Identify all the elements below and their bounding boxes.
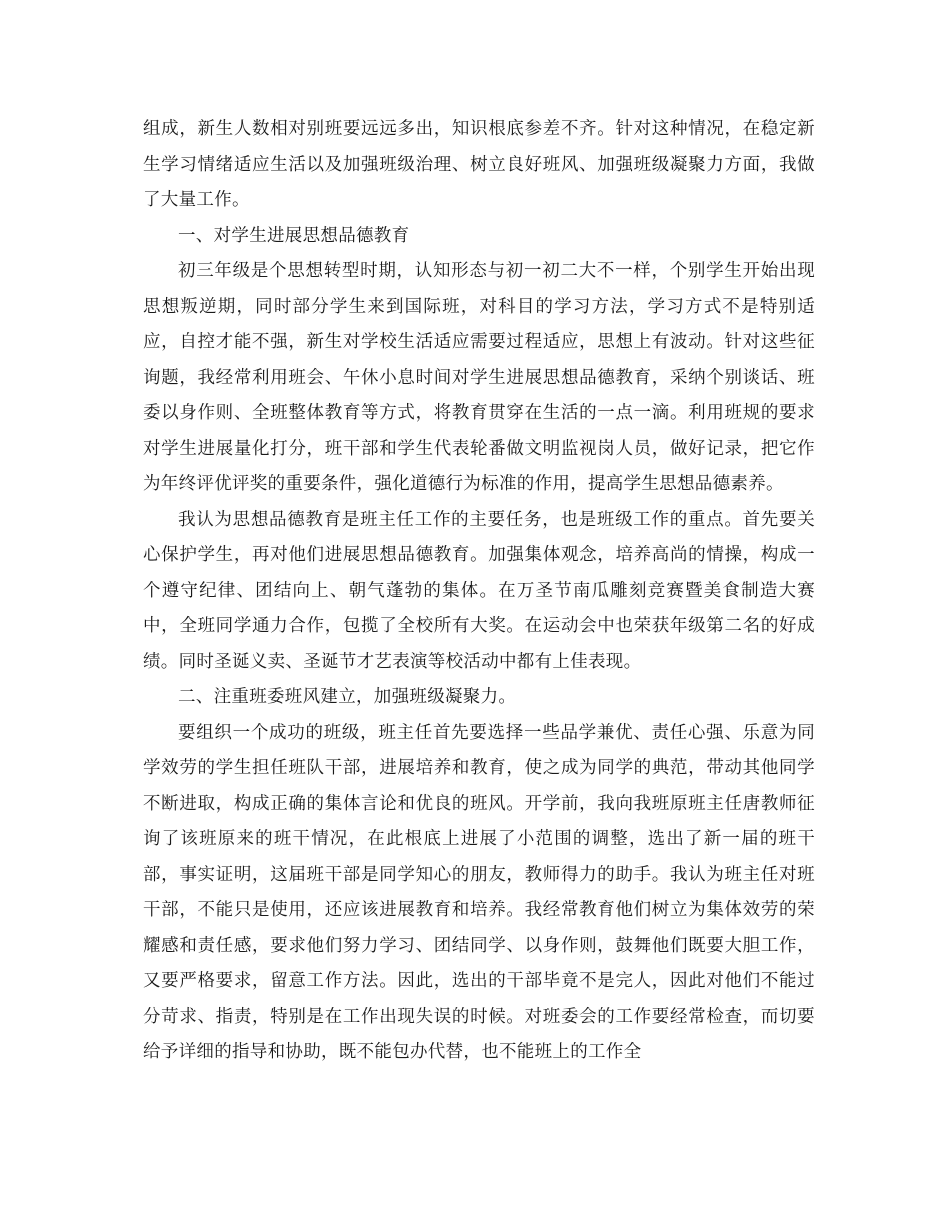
- paragraph-moral-education-task: 我认为思想品德教育是班主任工作的主要任务，也是班级工作的重点。首先要关心保护学生，再对他们进展思想品德教育。加强集体观念，培养高尚的情操，构成一个遵守纪律、团结向上、朝气蓬勃的集体。在万圣节南瓜雕刻竞赛暨美食制造大赛中，全班同学通力合作，包揽了全校所有大奖。在运动会中也荣获年级第二名的好成绩。同时圣诞义卖、圣诞节才艺表演等校活动中都有上佳表现。: [143, 509, 815, 672]
- document-body: [143, 112, 815, 1071]
- paragraph-continued: 组成，新生人数相对别班要远远多出，知识根底参差不齐。针对这种情况，在稳定新生学习情绪适应生活以及加强班级治理、树立良好班风、加强班级凝聚力方面，我做了大量工作。: [143, 119, 815, 210]
- paragraph-grade-three: 初三年级是个思想转型时期，认知形态与初一初二大不一样，个别学生开始出现思想叛逆期，同时部分学生来到国际班，对科目的学习方法，学习方式不是特别适应，自控才能不强，新生对学校生活适应需要过程适应，思想上有波动。针对这些征询题，我经常利用班会、午休小息时间对学生进展思想品德教育，采纳个别谈话、班委以身作则、全班整体教育等方式，将教育贯穿在生活的一点一滴。利用班规的要求对学生进展量化打分，班干部和学生代表轮番做文明监视岗人员，做好记录，把它作为年终评优评奖的重要条件，强化道德行为标准的作用，提高学生思想品德素养。: [143, 261, 815, 494]
- section-heading-moral-education: 一、对学生进展思想品德教育: [178, 225, 410, 246]
- section-heading-class-committee: 二、注重班委班风建立，加强班级凝聚力。: [178, 687, 517, 707]
- paragraph-class-cadres: 要组织一个成功的班级，班主任首先要选择一些品学兼优、责任心强、乐意为同学效劳的学生担任班队干部，进展培养和教育，使之成为同学的典范，带动其他同学不断进取，构成正确的集体言论和优良的班风。开学前，我向我班原班主任唐教师征询了该班原来的班干情况，在此根底上进展了小范围的调整，选出了新一届的班干部，事实证明，这届班干部是同学知心的朋友，教师得力的助手。我认为班主任对班干部，不能只是使用，还应该进展教育和培养。我经常教育他们树立为集体效劳的荣耀感和责任感，要求他们努力学习、团结同学、以身作则，鼓舞他们既要大胆工作，又要严格要求，留意工作方法。因此，选出的干部毕竟不是完人，因此对他们不能过分苛求、指责，特别是在工作出现失误的时候。对班委会的工作要经常检查，而切要给予详细的指导和协助，既不能包办代替，也不能班上的工作全: [143, 722, 815, 1062]
